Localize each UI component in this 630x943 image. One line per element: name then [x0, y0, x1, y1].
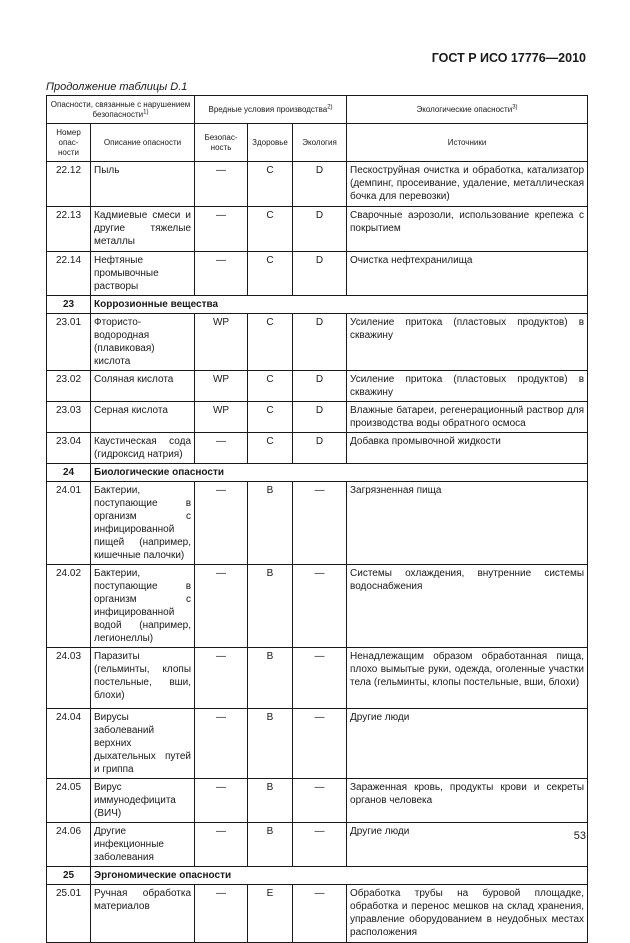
table-row [47, 779, 588, 823]
health-value: C [248, 371, 293, 402]
hazard-number: 24.04 [47, 709, 91, 779]
table-row [47, 709, 588, 779]
section-row [47, 464, 588, 482]
safety-value: WP [195, 314, 248, 371]
health-value: C [248, 314, 293, 371]
health-value: C [248, 207, 293, 252]
hazard-number: 23.03 [47, 402, 91, 433]
health-value: C [248, 433, 293, 464]
hazard-description: Паразиты (гельминты, клопы постельные, вши, блохи) [91, 648, 195, 709]
ecology-value: — [293, 565, 347, 648]
table-row [47, 162, 588, 207]
safety-value: — [195, 207, 248, 252]
section-title: Эргономические опасности [91, 867, 588, 885]
table-row [47, 207, 588, 252]
hazard-description: Бактерии, поступающие в организм с инфицированной пищей (например, кишечные палочки) [91, 482, 195, 565]
safety-value: WP [195, 371, 248, 402]
hazard-description: Бактерии, поступающие в организм с инфицированной водой (например, легионеллы) [91, 565, 195, 648]
header-sources: Источники [347, 124, 588, 162]
hazard-number: 23.04 [47, 433, 91, 464]
hazard-number: 23.02 [47, 371, 91, 402]
table-row [47, 314, 588, 371]
hazard-sources: Пескоструйная очистка и обработка, катализатор (демпинг, просеивание, удаление, металлическая бочка для перевозки) [347, 162, 588, 207]
table-row [47, 565, 588, 648]
header-conditions-group: Вредные условия производства$^{2)}$ [195, 96, 347, 124]
section-number: 25 [47, 867, 91, 885]
header-description: Описание опасности [91, 124, 195, 162]
ecology-value: D [293, 371, 347, 402]
hazard-sources: Ненадлежащим образом обработанная пища, плохо вымытые руки, одежда, оголенные участки тела (гельминты, клопы постельные, вши, блохи) [347, 648, 588, 709]
hazard-number: 23.01 [47, 314, 91, 371]
ecology-value: D [293, 314, 347, 371]
safety-value: — [195, 779, 248, 823]
hazard-sources: Загрязненная пища [347, 482, 588, 565]
ecology-value: D [293, 252, 347, 296]
hazard-description: Каустическая сода (гидроксид натрия) [91, 433, 195, 464]
hazard-sources: Обработка трубы на буровой площадке, обработка и перенос мешков на склад хранения, управление оборудованием в неудобных местах расположения [347, 885, 588, 943]
health-value: E [248, 885, 293, 943]
safety-value: — [195, 709, 248, 779]
safety-value: — [195, 648, 248, 709]
section-row [47, 296, 588, 314]
header-hazards-group: Опасности, связанные с нарушением безопасности$^{1)}$ [47, 96, 195, 124]
table-row [47, 823, 588, 867]
page-number: 53 [573, 830, 586, 842]
ecology-value: — [293, 648, 347, 709]
hazard-number: 22.12 [47, 162, 91, 207]
safety-value: WP [195, 402, 248, 433]
safety-value: — [195, 885, 248, 943]
health-value: B [248, 779, 293, 823]
hazard-number: 24.01 [47, 482, 91, 565]
section-row [47, 867, 588, 885]
safety-value: — [195, 823, 248, 867]
table-row [47, 433, 588, 464]
section-title: Биологические опасности [91, 464, 588, 482]
health-value: B [248, 648, 293, 709]
section-number: 23 [47, 296, 91, 314]
ecology-value: — [293, 823, 347, 867]
header-safety: Безопас-ность [195, 124, 248, 162]
hazard-description: Ручная обработка материалов [91, 885, 195, 943]
document-header: ГОСТ Р ИСО 17776—2010 [431, 51, 586, 65]
hazard-description: Нефтяные промывочные растворы [91, 252, 195, 296]
hazard-sources: Влажные батареи, регенерационный раствор для производства воды обратного осмоса [347, 402, 588, 433]
hazard-sources: Сварочные аэрозоли, использование крепежа с покрытием [347, 207, 588, 252]
table-row [47, 402, 588, 433]
hazard-number: 24.06 [47, 823, 91, 867]
table-row [47, 482, 588, 565]
hazard-description: Фтористо-водородная (плавиковая) кислота [91, 314, 195, 371]
hazard-sources: Системы охлаждения, внутренние системы водоснабжения [347, 565, 588, 648]
hazard-number: 24.05 [47, 779, 91, 823]
ecology-value: — [293, 885, 347, 943]
safety-value: — [195, 162, 248, 207]
header-number: Номер опас-ности [47, 124, 91, 162]
health-value: C [248, 162, 293, 207]
hazard-description: Серная кислота [91, 402, 195, 433]
hazard-sources: Усиление притока (пластовых продуктов) в скважину [347, 314, 588, 371]
safety-value: — [195, 252, 248, 296]
hazard-number: 22.14 [47, 252, 91, 296]
ecology-value: D [293, 207, 347, 252]
health-value: C [248, 252, 293, 296]
ecology-value: — [293, 779, 347, 823]
hazard-description: Соляная кислота [91, 371, 195, 402]
section-number: 24 [47, 464, 91, 482]
hazard-sources: Очистка нефтехранилища [347, 252, 588, 296]
hazard-description: Пыль [91, 162, 195, 207]
table-row [47, 252, 588, 296]
hazard-description: Кадмиевые смеси и другие тяжелые металлы [91, 207, 195, 252]
hazard-description: Вирусы заболеваний верхних дыхательных путей и гриппа [91, 709, 195, 779]
table-row [47, 371, 588, 402]
health-value: B [248, 482, 293, 565]
hazard-number: 24.03 [47, 648, 91, 709]
health-value: B [248, 823, 293, 867]
hazard-sources: Другие люди [347, 709, 588, 779]
hazard-description: Другие инфекционные заболевания [91, 823, 195, 867]
hazard-description: Вирус иммунодефицита (ВИЧ) [91, 779, 195, 823]
health-value: B [248, 565, 293, 648]
hazard-sources: Зараженная кровь, продукты крови и секреты органов человека [347, 779, 588, 823]
ecology-value: D [293, 162, 347, 207]
section-title: Коррозионные вещества [91, 296, 588, 314]
hazard-sources: Другие люди [347, 823, 588, 867]
ecology-value: — [293, 482, 347, 565]
header-eco-group: Экологические опасности$^{3)}$ [347, 96, 588, 124]
hazard-number: 22.13 [47, 207, 91, 252]
ecology-value: — [293, 709, 347, 779]
hazard-number: 25.01 [47, 885, 91, 943]
hazard-sources: Добавка промывочной жидкости [347, 433, 588, 464]
health-value: B [248, 709, 293, 779]
ecology-value: D [293, 402, 347, 433]
table-caption: Продолжение таблицы D.1 [46, 81, 188, 93]
safety-value: — [195, 482, 248, 565]
health-value: C [248, 402, 293, 433]
table-row [47, 885, 588, 943]
header-ecology: Экология [293, 124, 347, 162]
safety-value: — [195, 565, 248, 648]
header-health: Здоровье [248, 124, 293, 162]
ecology-value: D [293, 433, 347, 464]
hazard-table [46, 95, 588, 943]
hazard-sources: Усиление притока (пластовых продуктов) в скважину [347, 371, 588, 402]
safety-value: — [195, 433, 248, 464]
hazard-number: 24.02 [47, 565, 91, 648]
table-row [47, 648, 588, 709]
